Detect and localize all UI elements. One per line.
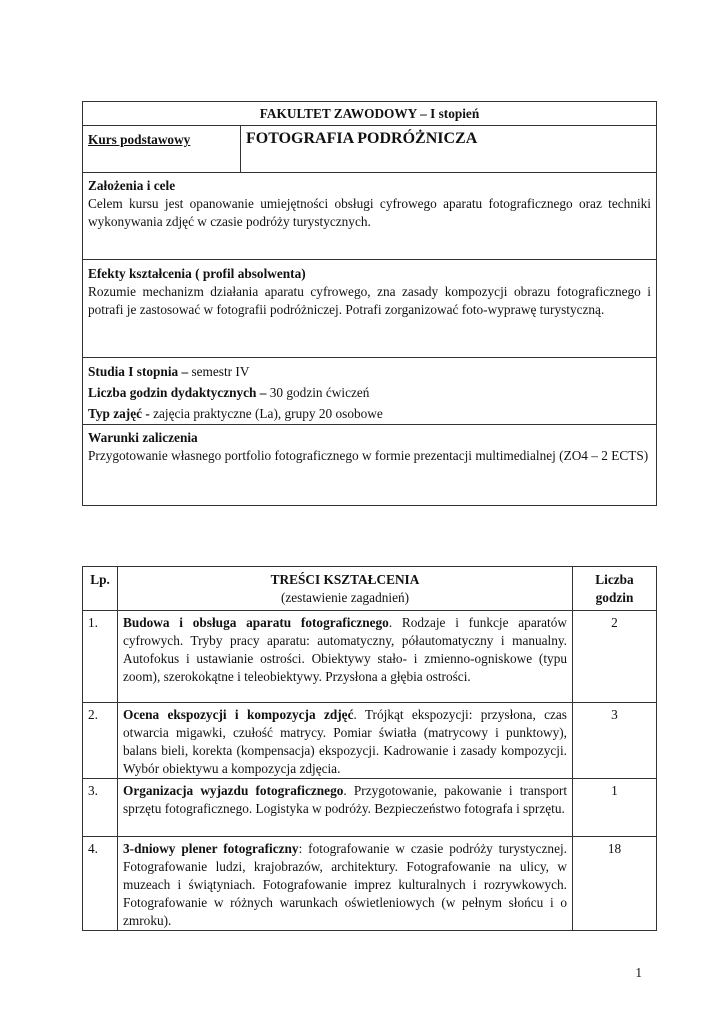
course-type-cell: Kurs podstawowy — [83, 126, 241, 173]
row-hours: 3 — [573, 703, 657, 779]
row-content: Organizacja wyjazdu fotograficznego. Przygotowanie, pakowanie i transport sprzętu fotograficznego. Logistyka w podróży. Bezpieczeństwo fotografa i sprzętu. — [118, 779, 573, 837]
conditions-heading: Warunki zaliczenia — [88, 430, 198, 445]
row-hours: 18 — [573, 837, 657, 931]
row-content: Budowa i obsługa aparatu fotograficznego. Rodzaje i funkcje aparatów cyfrowych. Tryby pracy aparatu: automatyczny, półautomatyczny i manualny. Autofokus i ustawianie ostrości. Obiektywy stało- i zmienno-ogniskowe (typu zoom), szerokokątne i teleobiektywy. Przysłona a głębia ostrości. — [118, 611, 573, 703]
header-content: TREŚCI KSZTAŁCENIA (zestawienie zagadnień) — [118, 567, 573, 611]
page-number: 1 — [635, 965, 642, 980]
course-title: FOTOGRAFIA PODRÓŻNICZA — [241, 126, 657, 173]
faculty-header: FAKULTET ZAWODOWY – I stopień — [83, 102, 657, 126]
row-number: 2. — [83, 703, 118, 779]
table-row — [83, 703, 657, 779]
hours-line: Liczba godzin dydaktycznych – 30 godzin ćwiczeń — [88, 385, 370, 400]
row-number: 3. — [83, 779, 118, 837]
row-content: Ocena ekspozycji i kompozycja zdjęć. Trójkąt ekspozycji: przysłona, czas otwarcia migawki, czułość matrycy. Pomiar światła (matrycowy i punktowy), balans bieli, korekta (kompensacja) ekspozycji. Kadrowanie i zasady kompozycji. Wybór obiektywu a kompozycja zdjęcia. — [118, 703, 573, 779]
row-hours: 2 — [573, 611, 657, 703]
conditions-section — [83, 425, 657, 506]
header-hours: Liczba godzin — [573, 567, 657, 611]
outcomes-section — [83, 260, 657, 358]
goals-section — [83, 173, 657, 260]
table-row — [83, 779, 657, 837]
goals-heading: Założenia i cele — [88, 178, 176, 193]
outcomes-text: Rozumie mechanizm działania aparatu cyfrowego, zna zasady kompozycji obrazu fotograficznego i potrafi je zastosować w fotografii podróżniczej. Potrafi zorganizować foto-wyprawę turystyczną. — [88, 284, 652, 317]
row-number: 4. — [83, 837, 118, 931]
course-info-table — [82, 101, 657, 506]
header-lp: Lp. — [83, 567, 118, 611]
goals-text: Celem kursu jest opanowanie umiejętności obsługi cyfrowego aparatu fotograficznego oraz techniki wykonywania zdjęć w czasie podróży turystycznych. — [88, 196, 652, 229]
study-details-section — [83, 358, 657, 425]
studies-line: Studia I stopnia – semestr IV — [88, 364, 250, 379]
row-content: 3-dniowy plener fotograficzny: fotografowanie w czasie podróży turystycznej. Fotografowanie ludzi, krajobrazów, architektury. Fotografowanie na ulicy, w muzeach i świątyniach. Fotografowanie imprez kulturalnych i rozrywkowych. Fotografowanie w różnych warunkach oświetleniowych (w pełnym słońcu i o zmroku). — [118, 837, 573, 931]
outcomes-heading: Efekty kształcenia ( profil absolwenta) — [88, 266, 306, 281]
row-number: 1. — [83, 611, 118, 703]
table-row — [83, 837, 657, 931]
table-row — [83, 611, 657, 703]
class-type-line: Typ zajęć - zajęcia praktyczne (La), grupy 20 osobowe — [88, 406, 383, 421]
row-hours: 1 — [573, 779, 657, 837]
course-content-table — [82, 566, 657, 931]
conditions-text: Przygotowanie własnego portfolio fotograficznego w formie prezentacji multimedialnej (ZO4 – 2 ECTS) — [88, 448, 649, 463]
